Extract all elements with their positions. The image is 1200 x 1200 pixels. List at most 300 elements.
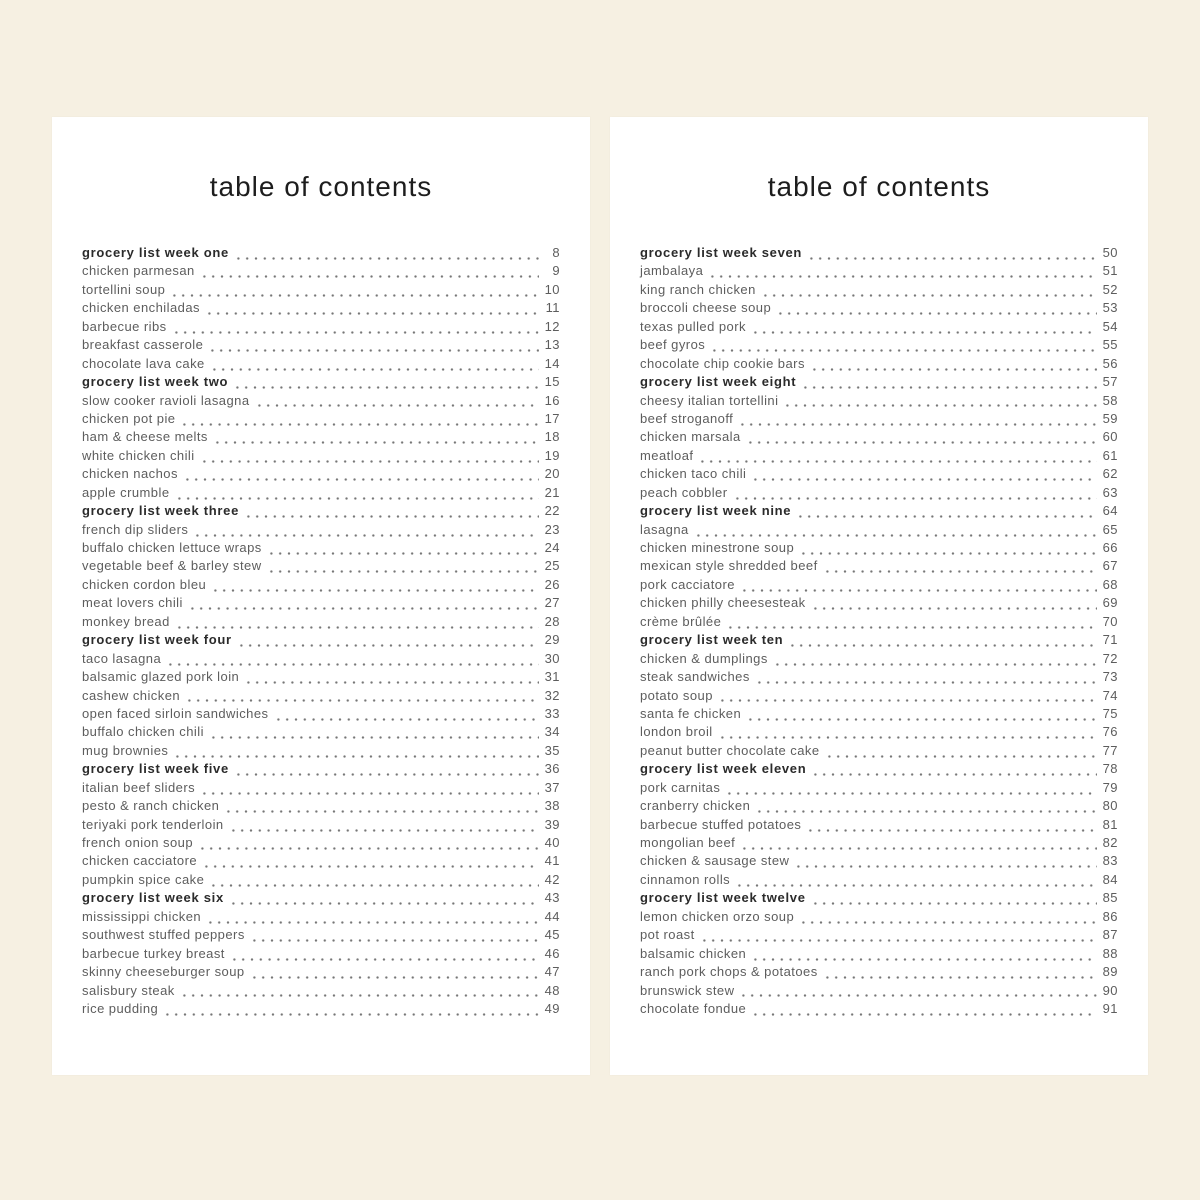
dot-leader bbox=[205, 312, 539, 315]
toc-entry-label: grocery list week nine bbox=[640, 503, 792, 519]
toc-entry-page: 14 bbox=[544, 355, 560, 371]
toc-row bbox=[640, 982, 1118, 1000]
toc-row bbox=[640, 465, 1118, 483]
toc-row bbox=[640, 705, 1118, 723]
toc-entry-page: 89 bbox=[1102, 964, 1118, 980]
toc-entry-page: 30 bbox=[544, 650, 560, 666]
toc-row bbox=[82, 945, 560, 963]
toc-entry-label: chicken cordon bleu bbox=[82, 576, 207, 592]
toc-entry-page: 23 bbox=[544, 521, 560, 537]
toc-entry-page: 56 bbox=[1102, 355, 1118, 371]
toc-row bbox=[640, 963, 1118, 981]
toc-row bbox=[640, 760, 1118, 778]
toc-row bbox=[640, 687, 1118, 705]
dot-leader bbox=[700, 939, 1097, 942]
dot-leader bbox=[172, 331, 539, 334]
toc-entry-page: 61 bbox=[1102, 447, 1118, 463]
toc-entry-label: chocolate fondue bbox=[640, 1000, 747, 1016]
dot-leader bbox=[823, 976, 1097, 979]
toc-entry-label: grocery list week one bbox=[82, 245, 229, 260]
toc-entry-page: 51 bbox=[1102, 263, 1118, 279]
toc-entry-page: 75 bbox=[1102, 705, 1118, 721]
dot-leader bbox=[739, 994, 1097, 997]
toc-row bbox=[82, 723, 560, 741]
toc-entry-page: 82 bbox=[1102, 835, 1118, 850]
dot-leader bbox=[755, 681, 1097, 684]
toc-entry-page: 47 bbox=[544, 964, 560, 980]
dot-leader bbox=[740, 847, 1097, 850]
toc-entry-page: 64 bbox=[1102, 503, 1118, 519]
dot-leader bbox=[250, 976, 539, 979]
dot-leader bbox=[746, 441, 1097, 444]
toc-row bbox=[82, 484, 560, 502]
toc-row bbox=[640, 668, 1118, 686]
dot-leader bbox=[188, 607, 539, 610]
dot-leader bbox=[267, 552, 539, 555]
toc-entry-page: 71 bbox=[1102, 632, 1118, 648]
toc-row bbox=[82, 668, 560, 686]
toc-entry-label: rice pudding bbox=[82, 1000, 159, 1016]
toc-row bbox=[82, 760, 560, 778]
toc-entry-page: 87 bbox=[1102, 927, 1118, 943]
toc-entry-page: 80 bbox=[1102, 798, 1118, 814]
toc-entry-page: 34 bbox=[544, 724, 560, 740]
toc-row bbox=[640, 484, 1118, 502]
toc-entry-label: texas pulled pork bbox=[640, 318, 746, 334]
dot-leader bbox=[224, 810, 539, 813]
toc-entry-label: buffalo chicken chili bbox=[82, 724, 204, 740]
toc-entry-label: chocolate chip cookie bars bbox=[640, 355, 805, 371]
toc-entry-label: chicken cacciatore bbox=[82, 853, 198, 869]
toc-entry-label: mug brownies bbox=[82, 742, 169, 758]
toc-row bbox=[82, 447, 560, 465]
dot-leader bbox=[200, 460, 539, 463]
toc-row bbox=[640, 521, 1118, 539]
dot-leader bbox=[698, 460, 1097, 463]
dot-leader bbox=[210, 368, 539, 371]
toc-entry-label: king ranch chicken bbox=[640, 281, 756, 297]
dot-leader bbox=[244, 681, 539, 684]
toc-row bbox=[82, 908, 560, 926]
toc-entry-page: 85 bbox=[1102, 890, 1118, 906]
toc-entry-page: 62 bbox=[1102, 466, 1118, 482]
toc-row bbox=[82, 816, 560, 834]
toc-entry-page: 38 bbox=[544, 798, 560, 814]
toc-entry-label: pumpkin spice cake bbox=[82, 871, 205, 887]
toc-entry-page: 57 bbox=[1102, 374, 1118, 390]
toc-list-left bbox=[82, 244, 560, 1018]
dot-leader bbox=[825, 755, 1097, 758]
toc-entry-label: salisbury steak bbox=[82, 982, 175, 998]
toc-entry-label: barbecue turkey breast bbox=[82, 945, 225, 961]
toc-row bbox=[82, 262, 560, 280]
toc-entry-page: 21 bbox=[544, 484, 560, 500]
dot-leader bbox=[250, 939, 539, 942]
toc-entry-label: peanut butter chocolate cake bbox=[640, 742, 820, 758]
toc-entry-page: 79 bbox=[1102, 779, 1118, 795]
toc-entry-page: 90 bbox=[1102, 982, 1118, 998]
toc-entry-label: santa fe chicken bbox=[640, 705, 742, 721]
dot-leader bbox=[794, 865, 1097, 868]
dot-leader bbox=[733, 497, 1097, 500]
toc-row bbox=[640, 502, 1118, 520]
toc-row bbox=[82, 576, 560, 594]
dot-leader bbox=[725, 792, 1097, 795]
dot-leader bbox=[807, 257, 1097, 260]
toc-entry-label: peach cobbler bbox=[640, 484, 728, 500]
toc-row bbox=[640, 779, 1118, 797]
toc-entry-label: french onion soup bbox=[82, 835, 194, 850]
toc-entry-page: 40 bbox=[544, 835, 560, 850]
toc-row bbox=[640, 1000, 1118, 1018]
toc-entry-page: 91 bbox=[1102, 1000, 1118, 1016]
toc-entry-page: 65 bbox=[1102, 521, 1118, 537]
dot-leader bbox=[694, 534, 1097, 537]
toc-entry-label: steak sandwiches bbox=[640, 669, 750, 685]
dot-leader bbox=[738, 423, 1097, 426]
toc-entry-label: monkey bread bbox=[82, 613, 170, 629]
toc-row bbox=[82, 521, 560, 539]
toc-entry-page: 78 bbox=[1102, 761, 1118, 777]
toc-row bbox=[82, 465, 560, 483]
dot-leader bbox=[755, 810, 1097, 813]
toc-entry-label: chicken marsala bbox=[640, 429, 741, 445]
dot-leader bbox=[718, 699, 1097, 702]
toc-entry-label: teriyaki pork tenderloin bbox=[82, 816, 224, 832]
toc-entry-label: mississippi chicken bbox=[82, 908, 202, 924]
toc-entry-page: 70 bbox=[1102, 613, 1118, 629]
toc-entry-label: slow cooker ravioli lasagna bbox=[82, 392, 250, 408]
dot-leader bbox=[710, 349, 1097, 352]
toc-entry-label: grocery list week twelve bbox=[640, 890, 806, 906]
dot-leader bbox=[200, 275, 539, 278]
toc-entry-label: balsamic glazed pork loin bbox=[82, 669, 240, 685]
toc-row bbox=[82, 889, 560, 907]
toc-list-right bbox=[640, 244, 1118, 1018]
toc-row bbox=[640, 410, 1118, 428]
toc-entry-page: 49 bbox=[544, 1000, 560, 1016]
dot-leader bbox=[230, 958, 539, 961]
toc-entry-label: cashew chicken bbox=[82, 687, 181, 703]
toc-entry-label: taco lasagna bbox=[82, 650, 162, 666]
toc-row bbox=[82, 963, 560, 981]
toc-entry-page: 18 bbox=[544, 429, 560, 445]
toc-entry-page: 63 bbox=[1102, 484, 1118, 500]
toc-entry-page: 10 bbox=[544, 281, 560, 297]
toc-entry-page: 32 bbox=[544, 687, 560, 703]
toc-entry-page: 83 bbox=[1102, 853, 1118, 869]
dot-leader bbox=[788, 644, 1097, 647]
toc-entry-label: cinnamon rolls bbox=[640, 871, 731, 887]
page-title: table of contents bbox=[209, 171, 433, 202]
toc-row bbox=[82, 336, 560, 354]
toc-row bbox=[640, 742, 1118, 760]
toc-row bbox=[82, 852, 560, 870]
toc-entry-label: ham & cheese melts bbox=[82, 429, 208, 445]
toc-entry-label: breakfast casserole bbox=[82, 337, 204, 353]
toc-entry-page: 48 bbox=[544, 982, 560, 998]
toc-row bbox=[640, 539, 1118, 557]
toc-entry-label: chocolate lava cake bbox=[82, 355, 205, 371]
toc-entry-label: cheesy italian tortellini bbox=[640, 392, 779, 408]
toc-entry-page: 44 bbox=[544, 908, 560, 924]
toc-row bbox=[640, 447, 1118, 465]
toc-entry-label: potato soup bbox=[640, 687, 713, 703]
toc-entry-page: 17 bbox=[544, 410, 560, 426]
dot-leader bbox=[209, 736, 539, 739]
dot-leader bbox=[166, 663, 539, 666]
toc-entry-page: 12 bbox=[544, 318, 560, 334]
dot-leader bbox=[799, 921, 1097, 924]
toc-entry-label: barbecue ribs bbox=[82, 318, 167, 334]
toc-row bbox=[640, 392, 1118, 410]
toc-entry-page: 53 bbox=[1102, 300, 1118, 316]
toc-entry-label: chicken pot pie bbox=[82, 410, 176, 426]
dot-leader bbox=[718, 736, 1097, 739]
toc-entry-page: 36 bbox=[544, 761, 560, 777]
toc-entry-label: grocery list week three bbox=[82, 503, 239, 519]
toc-entry-label: crème brûlée bbox=[640, 613, 722, 629]
toc-entry-label: grocery list week five bbox=[82, 761, 229, 777]
toc-row bbox=[82, 650, 560, 668]
dot-leader bbox=[183, 478, 539, 481]
toc-row bbox=[640, 631, 1118, 649]
toc-entry-page: 55 bbox=[1102, 337, 1118, 353]
toc-entry-page: 60 bbox=[1102, 429, 1118, 445]
toc-row bbox=[82, 742, 560, 760]
toc-entry-page: 68 bbox=[1102, 576, 1118, 592]
dot-leader bbox=[751, 1013, 1097, 1016]
toc-entry-label: beef stroganoff bbox=[640, 410, 734, 426]
toc-row bbox=[82, 687, 560, 705]
toc-row bbox=[640, 871, 1118, 889]
toc-row bbox=[640, 262, 1118, 280]
toc-entry-label: pork carnitas bbox=[640, 779, 721, 795]
toc-entry-page: 76 bbox=[1102, 724, 1118, 740]
dot-leader bbox=[801, 386, 1097, 389]
toc-row bbox=[82, 428, 560, 446]
toc-row bbox=[640, 594, 1118, 612]
toc-row bbox=[640, 281, 1118, 299]
dot-leader bbox=[761, 294, 1097, 297]
toc-row bbox=[82, 926, 560, 944]
toc-entry-page: 72 bbox=[1102, 650, 1118, 666]
toc-entry-label: balsamic chicken bbox=[640, 945, 747, 961]
dot-leader bbox=[274, 718, 540, 721]
toc-entry-page: 59 bbox=[1102, 410, 1118, 426]
toc-row bbox=[640, 908, 1118, 926]
dot-leader bbox=[233, 386, 539, 389]
toc-row bbox=[82, 797, 560, 815]
toc-page-right bbox=[610, 117, 1148, 1075]
toc-row bbox=[640, 613, 1118, 631]
dot-leader bbox=[796, 515, 1097, 518]
toc-entry-label: southwest stuffed peppers bbox=[82, 927, 245, 943]
toc-entry-label: pot roast bbox=[640, 927, 695, 943]
dot-leader bbox=[211, 589, 539, 592]
toc-row bbox=[640, 816, 1118, 834]
toc-row bbox=[640, 299, 1118, 317]
toc-entry-page: 81 bbox=[1102, 816, 1118, 832]
toc-entry-page: 42 bbox=[544, 871, 560, 887]
toc-entry-label: grocery list week six bbox=[82, 890, 224, 906]
toc-entry-label: meat lovers chili bbox=[82, 595, 183, 611]
toc-entry-page: 11 bbox=[545, 300, 560, 316]
toc-entry-page: 31 bbox=[544, 669, 560, 685]
dot-leader bbox=[234, 257, 539, 260]
toc-entry-label: chicken taco chili bbox=[640, 466, 747, 482]
toc-entry-label: pesto & ranch chicken bbox=[82, 798, 220, 814]
toc-entry-page: 43 bbox=[544, 890, 560, 906]
toc-entry-page: 37 bbox=[544, 779, 560, 795]
toc-entry-label: barbecue stuffed potatoes bbox=[640, 816, 802, 832]
toc-entry-page: 67 bbox=[1102, 558, 1118, 574]
toc-row bbox=[82, 982, 560, 1000]
dot-leader bbox=[237, 644, 539, 647]
toc-entry-page: 28 bbox=[544, 613, 560, 629]
toc-row bbox=[640, 318, 1118, 336]
toc-row bbox=[82, 299, 560, 317]
toc-entry-page: 58 bbox=[1102, 392, 1118, 408]
toc-entry-label: apple crumble bbox=[82, 484, 170, 500]
dot-leader bbox=[244, 515, 539, 518]
toc-row bbox=[82, 244, 560, 262]
toc-row bbox=[82, 557, 560, 575]
toc-row bbox=[640, 576, 1118, 594]
toc-entry-label: beef gyros bbox=[640, 337, 706, 353]
toc-entry-label: french dip sliders bbox=[82, 521, 189, 537]
dot-leader bbox=[198, 847, 539, 850]
dot-leader bbox=[806, 829, 1097, 832]
dot-leader bbox=[202, 865, 539, 868]
dot-leader bbox=[811, 607, 1097, 610]
toc-row bbox=[82, 392, 560, 410]
toc-entry-label: grocery list week ten bbox=[640, 632, 784, 648]
dot-leader bbox=[255, 404, 539, 407]
toc-entry-page: 35 bbox=[544, 742, 560, 758]
dot-leader bbox=[185, 699, 539, 702]
toc-entry-page: 84 bbox=[1102, 871, 1118, 887]
toc-entry-label: chicken minestrone soup bbox=[640, 540, 795, 555]
dot-leader bbox=[708, 275, 1097, 278]
toc-row bbox=[640, 797, 1118, 815]
toc-entry-label: grocery list week four bbox=[82, 632, 232, 648]
toc-row bbox=[82, 373, 560, 391]
toc-entry-page: 50 bbox=[1102, 245, 1118, 260]
toc-entry-label: chicken nachos bbox=[82, 466, 178, 482]
toc-row bbox=[640, 244, 1118, 262]
dot-leader bbox=[229, 829, 539, 832]
toc-row bbox=[640, 723, 1118, 741]
toc-row bbox=[82, 1000, 560, 1018]
toc-entry-page: 77 bbox=[1102, 742, 1118, 758]
dot-leader bbox=[810, 368, 1097, 371]
toc-entry-label: chicken & dumplings bbox=[640, 650, 768, 666]
toc-row bbox=[82, 502, 560, 520]
toc-row bbox=[82, 539, 560, 557]
toc-entry-page: 52 bbox=[1102, 281, 1118, 297]
toc-entry-label: open faced sirloin sandwiches bbox=[82, 705, 269, 721]
toc-entry-page: 86 bbox=[1102, 908, 1118, 924]
dot-leader bbox=[175, 497, 539, 500]
dot-leader bbox=[726, 626, 1097, 629]
toc-entry-label: vegetable beef & barley stew bbox=[82, 558, 262, 574]
toc-entry-page: 20 bbox=[544, 466, 560, 482]
dot-leader bbox=[735, 884, 1097, 887]
toc-entry-label: italian beef sliders bbox=[82, 779, 196, 795]
toc-entry-page: 41 bbox=[544, 853, 560, 869]
toc-row bbox=[640, 428, 1118, 446]
dot-leader bbox=[751, 958, 1097, 961]
dot-leader bbox=[193, 534, 539, 537]
toc-entry-label: white chicken chili bbox=[82, 447, 195, 463]
dot-leader bbox=[751, 331, 1097, 334]
toc-row bbox=[82, 281, 560, 299]
toc-entry-page: 15 bbox=[544, 374, 560, 390]
dot-leader bbox=[783, 404, 1097, 407]
toc-entry-label: london broil bbox=[640, 724, 713, 740]
toc-row bbox=[82, 631, 560, 649]
toc-entry-label: jambalaya bbox=[640, 263, 704, 279]
toc-entry-label: skinny cheeseburger soup bbox=[82, 964, 245, 980]
toc-row bbox=[640, 336, 1118, 354]
dot-leader bbox=[751, 478, 1097, 481]
dot-leader bbox=[799, 552, 1097, 555]
dot-leader bbox=[229, 902, 539, 905]
toc-row bbox=[82, 318, 560, 336]
toc-entry-label: chicken & sausage stew bbox=[640, 853, 790, 869]
dot-leader bbox=[811, 902, 1097, 905]
dot-leader bbox=[776, 312, 1097, 315]
toc-entry-label: chicken enchiladas bbox=[82, 300, 200, 316]
toc-entry-label: grocery list week eight bbox=[640, 374, 797, 390]
toc-row bbox=[640, 834, 1118, 852]
toc-entry-page: 73 bbox=[1102, 669, 1118, 685]
dot-leader bbox=[746, 718, 1097, 721]
toc-entry-page: 66 bbox=[1102, 540, 1118, 555]
toc-entry-page: 88 bbox=[1102, 945, 1118, 961]
toc-entry-label: broccoli cheese soup bbox=[640, 300, 772, 316]
toc-row bbox=[82, 779, 560, 797]
page-title: table of contents bbox=[767, 171, 991, 202]
toc-entry-label: ranch pork chops & potatoes bbox=[640, 964, 818, 980]
toc-entry-page: 24 bbox=[544, 540, 560, 555]
toc-row bbox=[640, 650, 1118, 668]
toc-entry-page: 13 bbox=[544, 337, 560, 353]
toc-row bbox=[82, 705, 560, 723]
toc-row bbox=[82, 613, 560, 631]
toc-entry-page: 29 bbox=[544, 632, 560, 648]
toc-row bbox=[640, 373, 1118, 391]
toc-entry-label: brunswick stew bbox=[640, 982, 735, 998]
toc-entry-label: lasagna bbox=[640, 521, 689, 537]
toc-entry-page: 74 bbox=[1102, 687, 1118, 703]
toc-entry-page: 8 bbox=[552, 245, 560, 260]
toc-entry-page: 69 bbox=[1102, 595, 1118, 611]
dot-leader bbox=[180, 994, 539, 997]
toc-entry-label: meatloaf bbox=[640, 447, 694, 463]
dot-leader bbox=[773, 663, 1097, 666]
toc-row bbox=[640, 557, 1118, 575]
toc-row bbox=[640, 889, 1118, 907]
toc-entry-label: chicken parmesan bbox=[82, 263, 195, 279]
toc-entry-label: grocery list week eleven bbox=[640, 761, 807, 777]
dot-leader bbox=[206, 921, 539, 924]
toc-entry-label: chicken philly cheesesteak bbox=[640, 595, 806, 611]
toc-entry-page: 22 bbox=[544, 503, 560, 519]
dot-leader bbox=[163, 1013, 539, 1016]
toc-row bbox=[640, 926, 1118, 944]
